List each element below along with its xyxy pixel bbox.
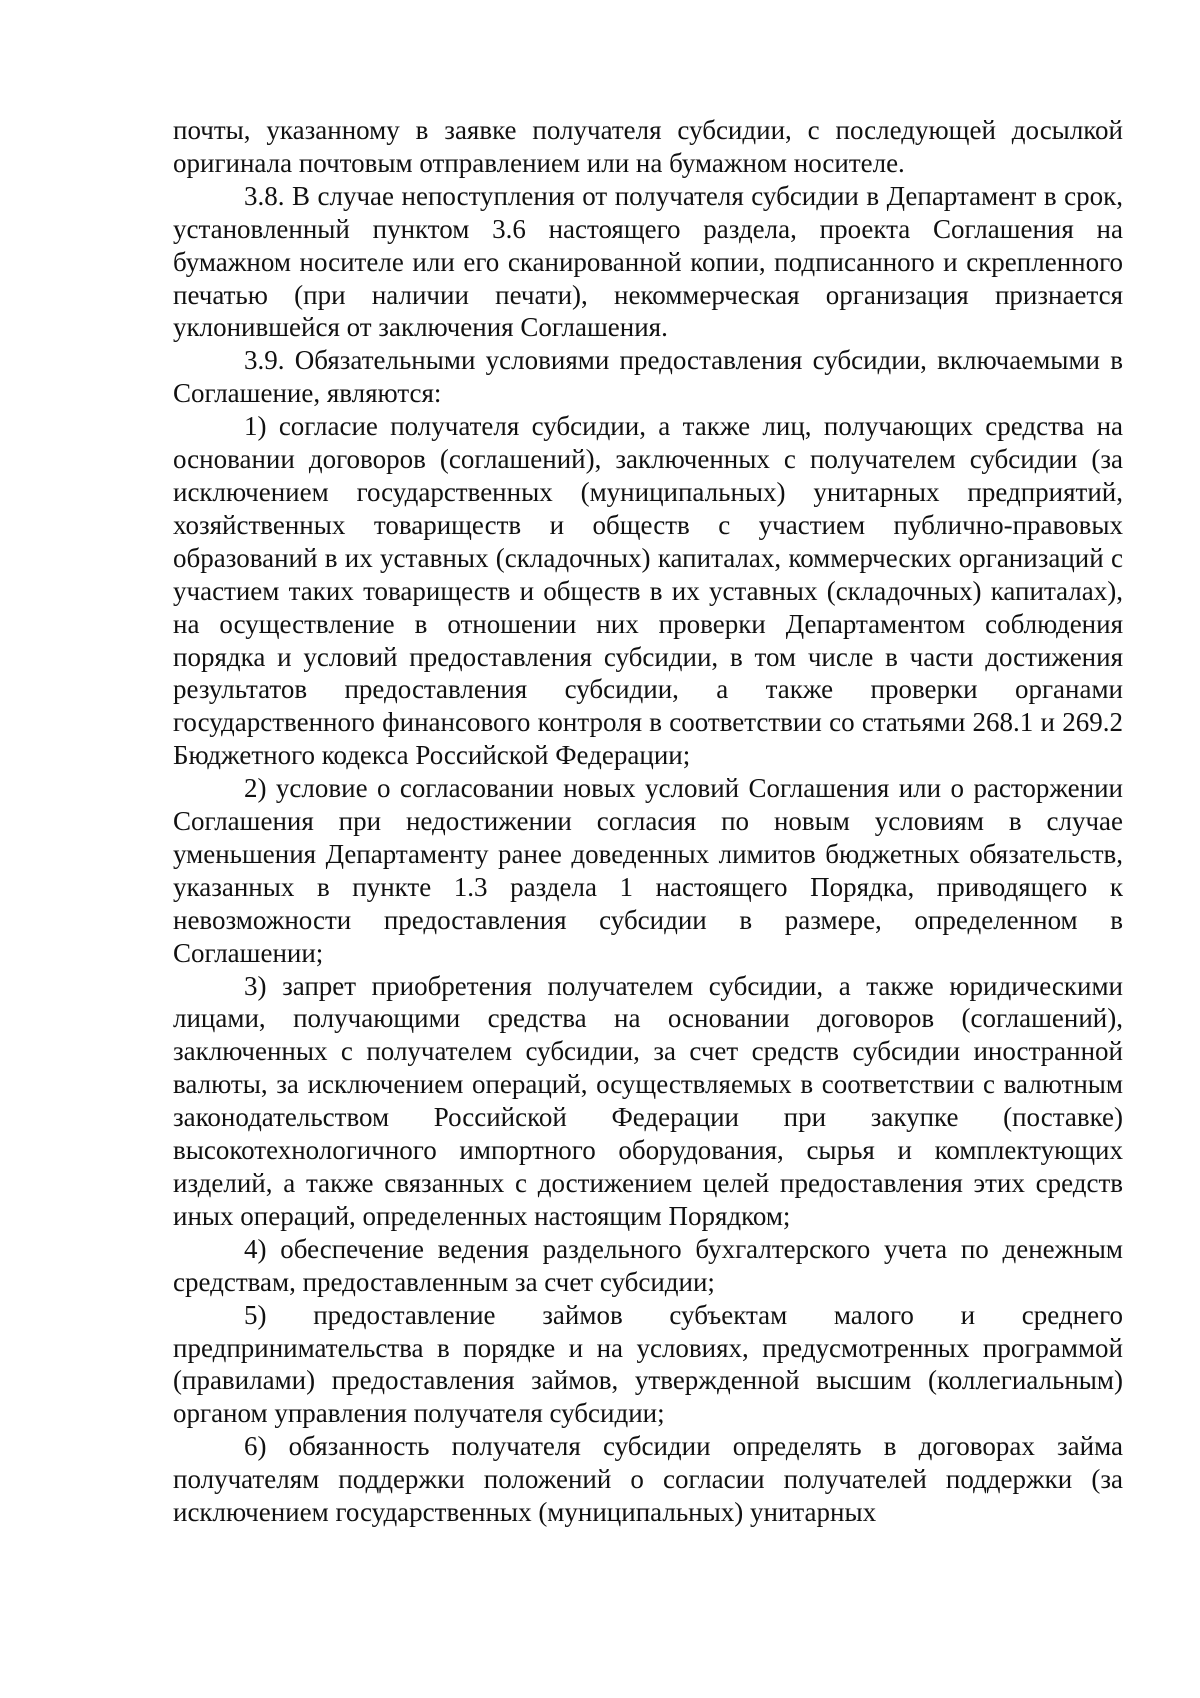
- list-item-4: 4) обеспечение ведения раздельного бухгалтерского учета по денежным средствам, предоставленным за счет субсидии;: [173, 1233, 1123, 1297]
- list-item-6: 6) обязанность получателя субсидии определять в договорах займа получателям поддержки положений о согласии получателей поддержки (за исключением государственных (муниципальных) унитарных: [173, 1431, 1123, 1528]
- document-body: [173, 114, 1123, 1529]
- list-item-2: 2) условие о согласовании новых условий Соглашения или о расторжении Соглашения при недостижении согласия по новым условиям в случае уменьшения Департаменту ранее доведенных лимитов бюджетных обязательств, указанных в пункте 1.3 раздела 1 настоящего Порядка, приводящего к невозможности предоставления субсидии в размере, определенном в Соглашении;: [173, 773, 1123, 968]
- paragraph-3-9: 3.9. Обязательными условиями предоставления субсидии, включаемыми в Соглашение, являются:: [173, 345, 1123, 409]
- list-item-5: 5) предоставление займов субъектам малого и среднего предпринимательства в порядке и на условиях, предусмотренных программой (правилами) предоставления займов, утвержденной высшим (коллегиальным) органом управления получателя субсидии;: [173, 1299, 1123, 1429]
- list-item-3: 3) запрет приобретения получателем субсидии, а также юридическими лицами, получающими средства на основании договоров (соглашений), заключенных с получателем субсидии, за счет средств субсидии иностранной валюты, за исключением операций, осуществляемых в соответствии с валютным законодательством Российской Федерации при закупке (поставке) высокотехнологичного импортного оборудования, сырья и комплектующих изделий, а также связанных с достижением целей предоставления этих средств иных операций, определенных настоящим Порядком;: [173, 970, 1123, 1231]
- list-item-1: 1) согласие получателя субсидии, а также лиц, получающих средства на основании договоров (соглашений), заключенных с получателем субсидии (за исключением государственных (муниципальных) унитарных предприятий, хозяйственных товариществ и обществ с участием публично-правовых образований в их уставных (складочных) капиталах, коммерческих организаций с участием таких товариществ и обществ в их уставных (складочных) капиталах), на осуществление в отношении них проверки Департаментом соблюдения порядка и условий предоставления субсидии, в том числе в части достижения результатов предоставления субсидии, а также проверки органами государственного финансового контроля в соответствии со статьями 268.1 и 269.2 Бюджетного кодекса Российской Федерации;: [173, 411, 1123, 771]
- paragraph-3-8: 3.8. В случае непоступления от получателя субсидии в Департамент в срок, установленный пунктом 3.6 настоящего раздела, проекта Соглашения на бумажном носителе или его сканированной копии, подписанного и скрепленного печатью (при наличии печати), некоммерческая организация признается уклонившейся от заключения Соглашения.: [173, 180, 1123, 343]
- paragraph-continuation: почты, указанному в заявке получателя субсидии, с последующей досылкой оригинала почтовым отправлением или на бумажном носителе.: [173, 115, 1123, 178]
